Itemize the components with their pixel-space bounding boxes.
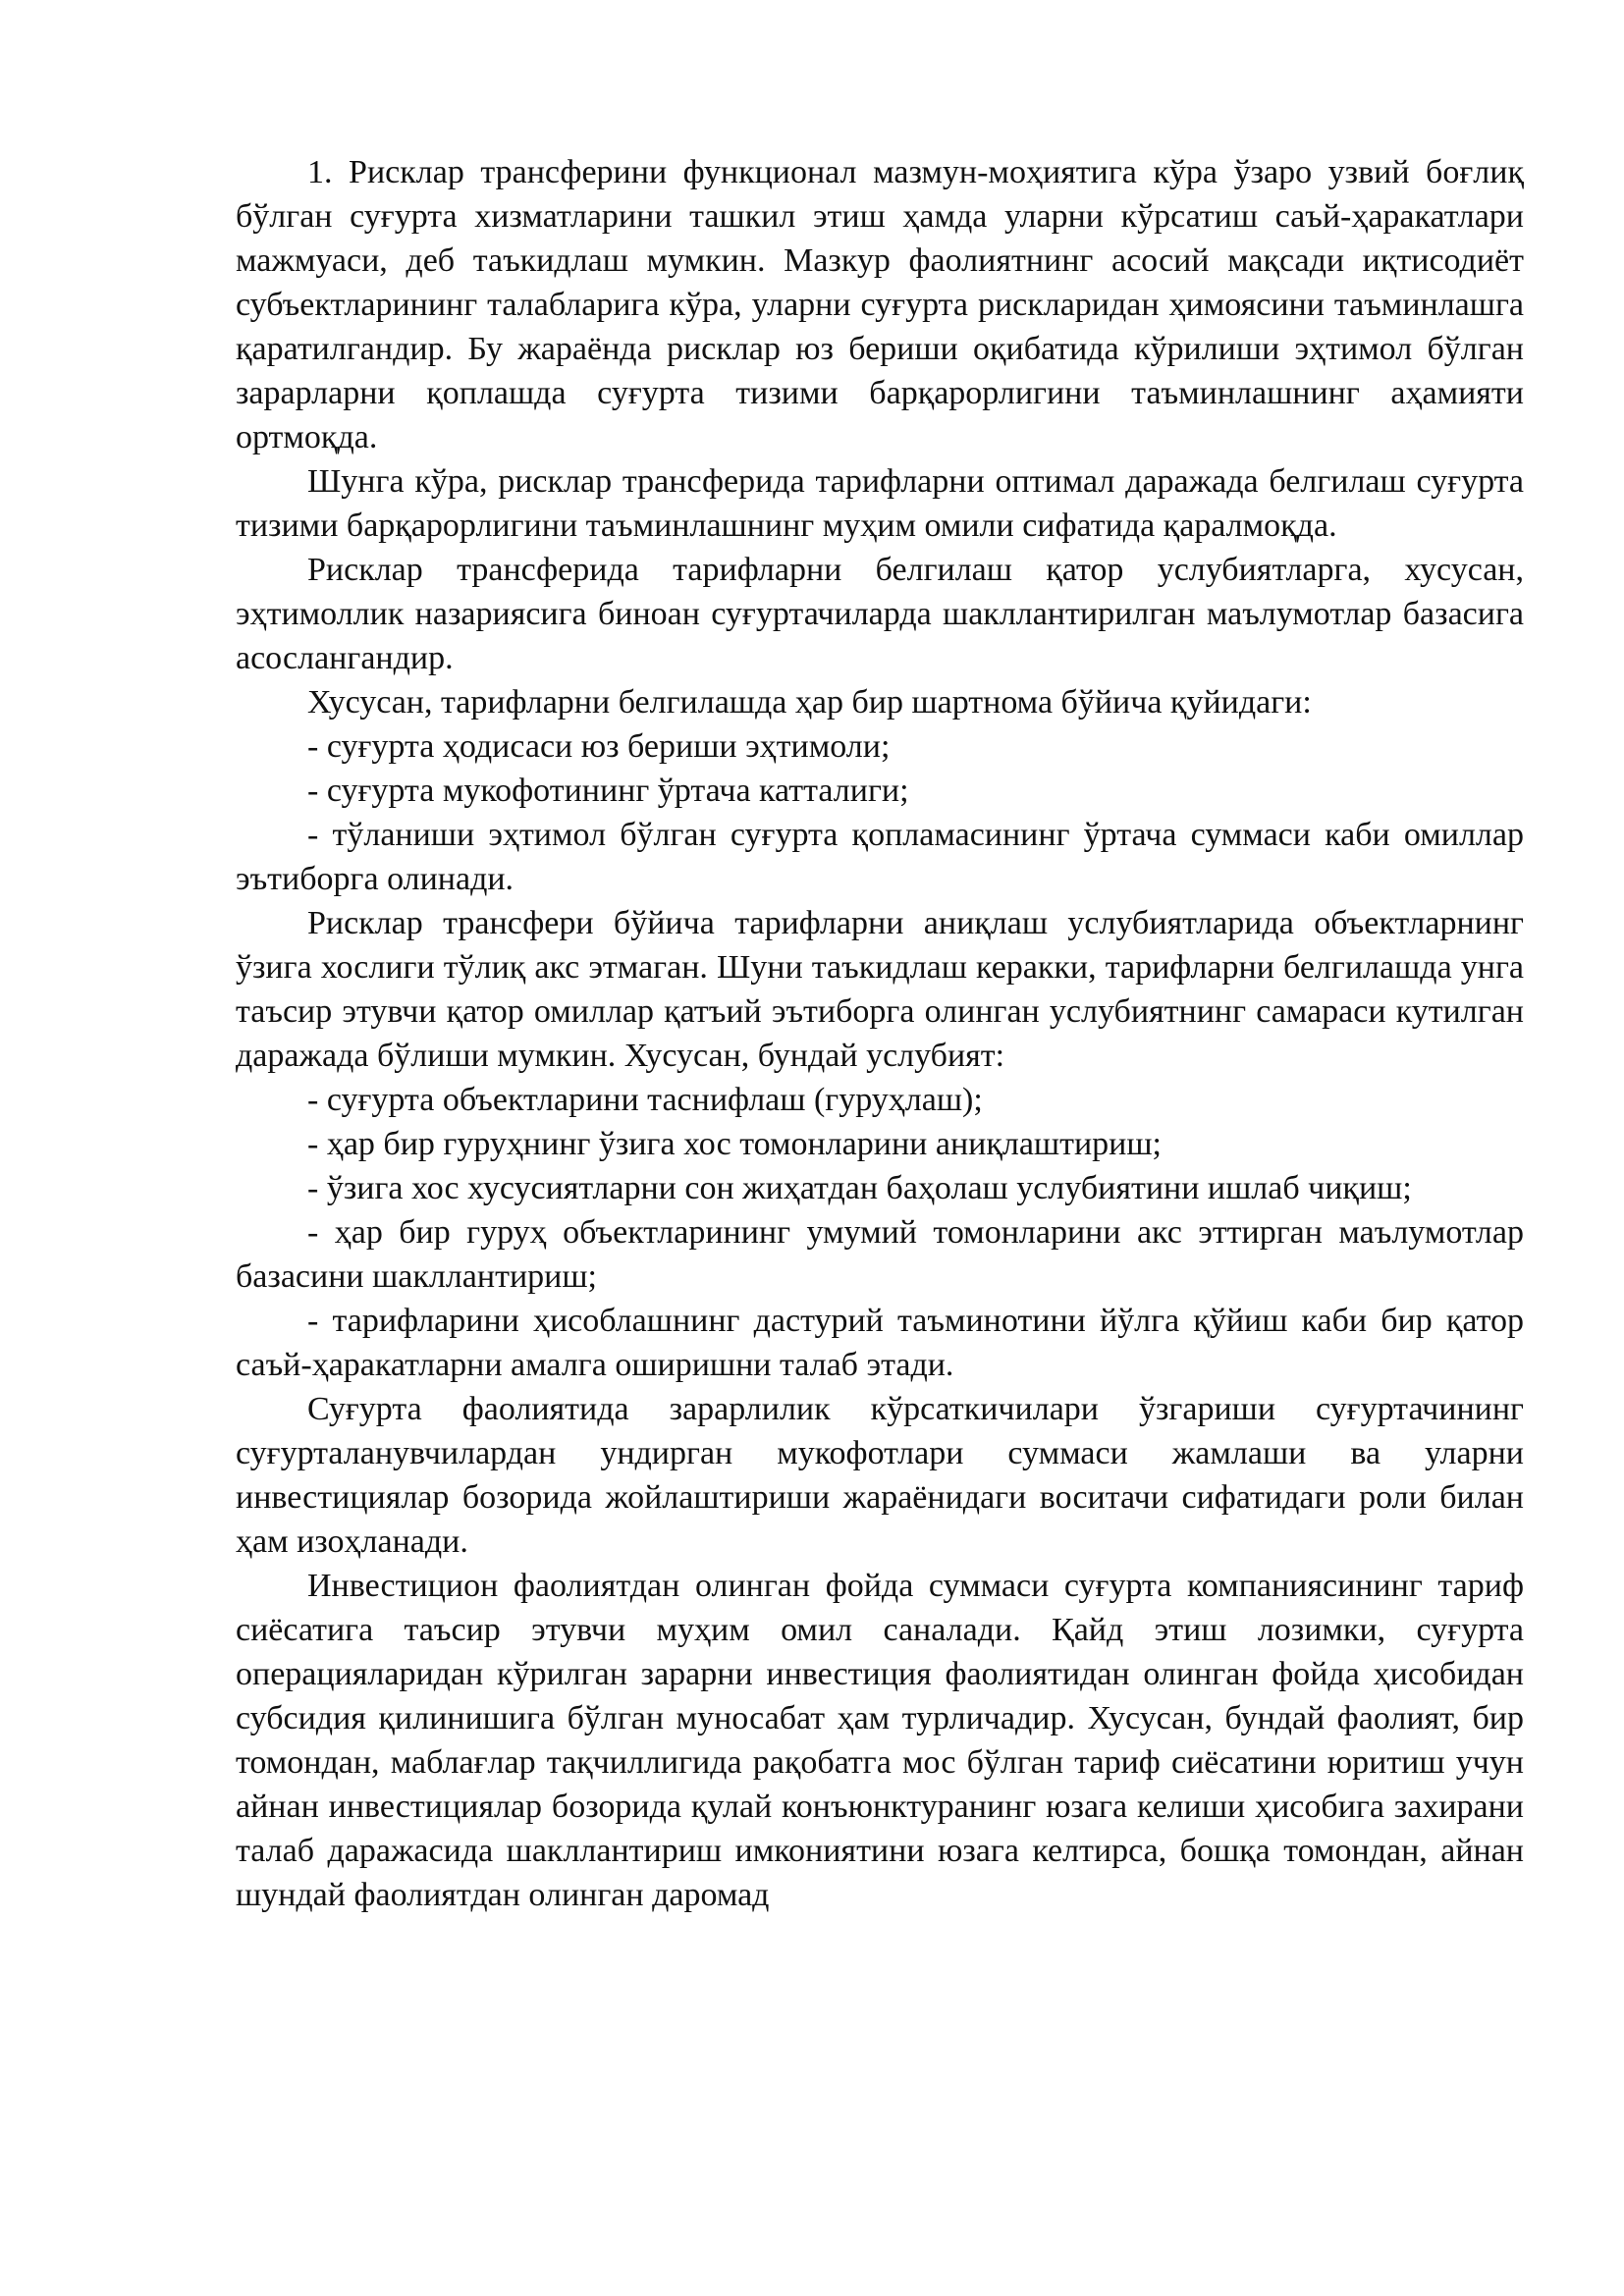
- list-item: - ўзига хос хусусиятларни сон жиҳатдан баҳолаш услубиятини ишлаб чиқиш;: [307, 1170, 1412, 1206]
- paragraph: Рисклар трансфери бўйича тарифларни аниқлаш услубиятларида объектларнинг ўзига хослиги тўлиқ акс этмаган. Шуни таъкидлаш керакки, тарифларни белгилашда унга таъсир этувчи қатор омиллар қатъий эътиборга олинган услубиятнинг самараси кутилган даражада бўлиши мумкин. Хусусан, бундай услубият:: [236, 905, 1524, 1074]
- list-item: - ҳар бир гуруҳ объектларининг умумий томонларини акс эттирган маълумотлар базасини шакллантириш;: [236, 1214, 1524, 1295]
- paragraph: Инвестицион фаолиятдан олинган фойда суммаси суғурта компаниясининг тариф сиёсатига таъсир этувчи муҳим омил саналади. Қайд этиш лозимки, суғурта операцияларидан кўрилган зарарни инвестиция фаолиятидан олинган фойда ҳисобидан субсидия қилинишига бўлган муносабат ҳам турличадир. Хусусан, бундай фаолият, бир томондан, маблағлар тақчиллигида рақобатга мос бўлган тариф сиёсатини юритиш учун айнан инвестициялар бозорида қулай конъюнктуранинг юзага келиши ҳисобига захирани талаб даражасида шакллантириш имкониятини юзага келтирса, бошқа томондан, айнан шундай фаолиятдан олинган даромад: [236, 1568, 1524, 1913]
- list-item: - тарифларини ҳисоблашнинг дастурий таъминотини йўлга қўйиш каби бир қатор саъй-ҳаракатларни амалга оширишни талаб этади.: [236, 1303, 1524, 1383]
- document-page: [236, 150, 1524, 1917]
- paragraph: Суғурта фаолиятида зарарлилик кўрсаткичилари ўзгариши суғуртачининг суғурталанувчилардан ундирган мукофотлари суммаси жамлаши ва уларни инвестициялар бозорида жойлаштириши жараёнидаги воситачи сифатидаги роли билан ҳам изоҳланади.: [236, 1391, 1524, 1560]
- paragraph: Шунга кўра, рисклар трансферида тарифларни оптимал даражада белгилаш суғурта тизими барқарорлигини таъминлашнинг муҳим омили сифатида қаралмоқда.: [236, 463, 1524, 544]
- list-item: - суғурта ҳодисаси юз бериши эҳтимоли;: [307, 728, 891, 765]
- paragraph: Хусусан, тарифларни белгилашда ҳар бир шартнома бўйича қуйидаги:: [307, 684, 1312, 721]
- list-item: - ҳар бир гуруҳнинг ўзига хос томонларини аниқлаштириш;: [307, 1126, 1162, 1162]
- paragraph: 1. Рисклар трансферини функционал мазмун-моҳиятига кўра ўзаро узвий боғлиқ бўлган суғурта хизматларини ташкил этиш ҳамда уларни кўрсатиш саъй-ҳаракатлари мажмуаси, деб таъкидлаш мумкин. Мазкур фаолиятнинг асосий мақсади иқтисодиёт субъектларининг талабларига кўра, уларни суғурта рискларидан ҳимоясини таъминлашга қаратилгандир. Бу жараёнда рисклар юз бериши оқибатида кўрилиши эҳтимол бўлган зарарларни қоплашда суғурта тизими барқарорлигини таъминлашнинг аҳамияти ортмоқда.: [236, 154, 1524, 455]
- list-item: - суғурта объектларини таснифлаш (гуруҳлаш);: [307, 1082, 983, 1118]
- paragraph: Рисклар трансферида тарифларни белгилаш қатор услубиятларга, хусусан, эҳтимоллик назариясига биноан суғуртачиларда шакллантирилган маълумотлар базасига асослангандир.: [236, 552, 1524, 676]
- list-item: - тўланиши эҳтимол бўлган суғурта қопламасининг ўртача суммаси каби омиллар эътиборга олинади.: [236, 817, 1524, 897]
- list-item: - суғурта мукофотининг ўртача катталиги;: [307, 773, 909, 809]
